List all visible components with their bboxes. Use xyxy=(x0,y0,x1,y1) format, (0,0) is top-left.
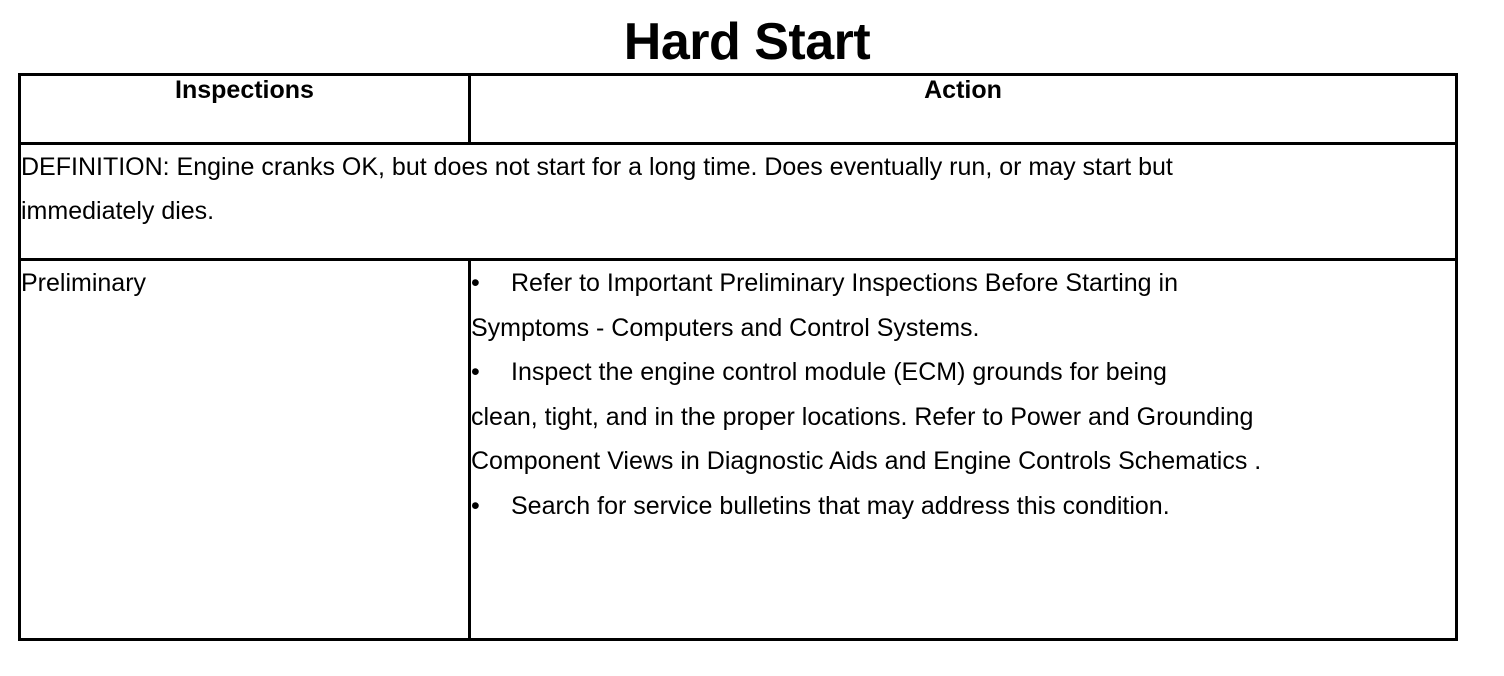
bullet-icon: • xyxy=(471,358,480,386)
action-item-2 xyxy=(471,350,1455,484)
diagnostic-table xyxy=(18,73,1458,641)
action-3-line-1: Search for service bulletins that may address this condition. xyxy=(511,491,1170,520)
inspection-cell: Preliminary xyxy=(20,260,470,640)
table-row xyxy=(20,260,1457,640)
bullet-icon: • xyxy=(471,491,480,520)
definition-row xyxy=(20,144,1457,260)
definition-cell xyxy=(20,144,1457,260)
definition-line-1: DEFINITION: Engine cranks OK, but does not start for a long time. Does eventually run, or may start but xyxy=(21,153,1173,181)
bullet-icon: • xyxy=(471,269,480,297)
action-item-3 xyxy=(471,484,1455,529)
definition-line-2: immediately dies. xyxy=(21,197,215,225)
header-row xyxy=(20,75,1457,144)
header-action: Action xyxy=(470,75,1457,144)
page-title: Hard Start xyxy=(623,13,871,71)
action-item-1 xyxy=(471,261,1455,350)
header-inspections: Inspections xyxy=(20,75,470,144)
action-cell xyxy=(470,260,1457,640)
action-2-line-3: Component Views in Diagnostic Aids and Engine Controls Schematics . xyxy=(471,447,1262,475)
action-1-line-1: Refer to Important Preliminary Inspections Before Starting in xyxy=(511,269,1178,297)
action-2-line-2: clean, tight, and in the proper locations. Refer to Power and Grounding xyxy=(471,402,1254,431)
action-2-line-1: Inspect the engine control module (ECM) grounds for being xyxy=(511,358,1167,386)
action-1-line-2: Symptoms - Computers and Control Systems. xyxy=(471,313,980,342)
